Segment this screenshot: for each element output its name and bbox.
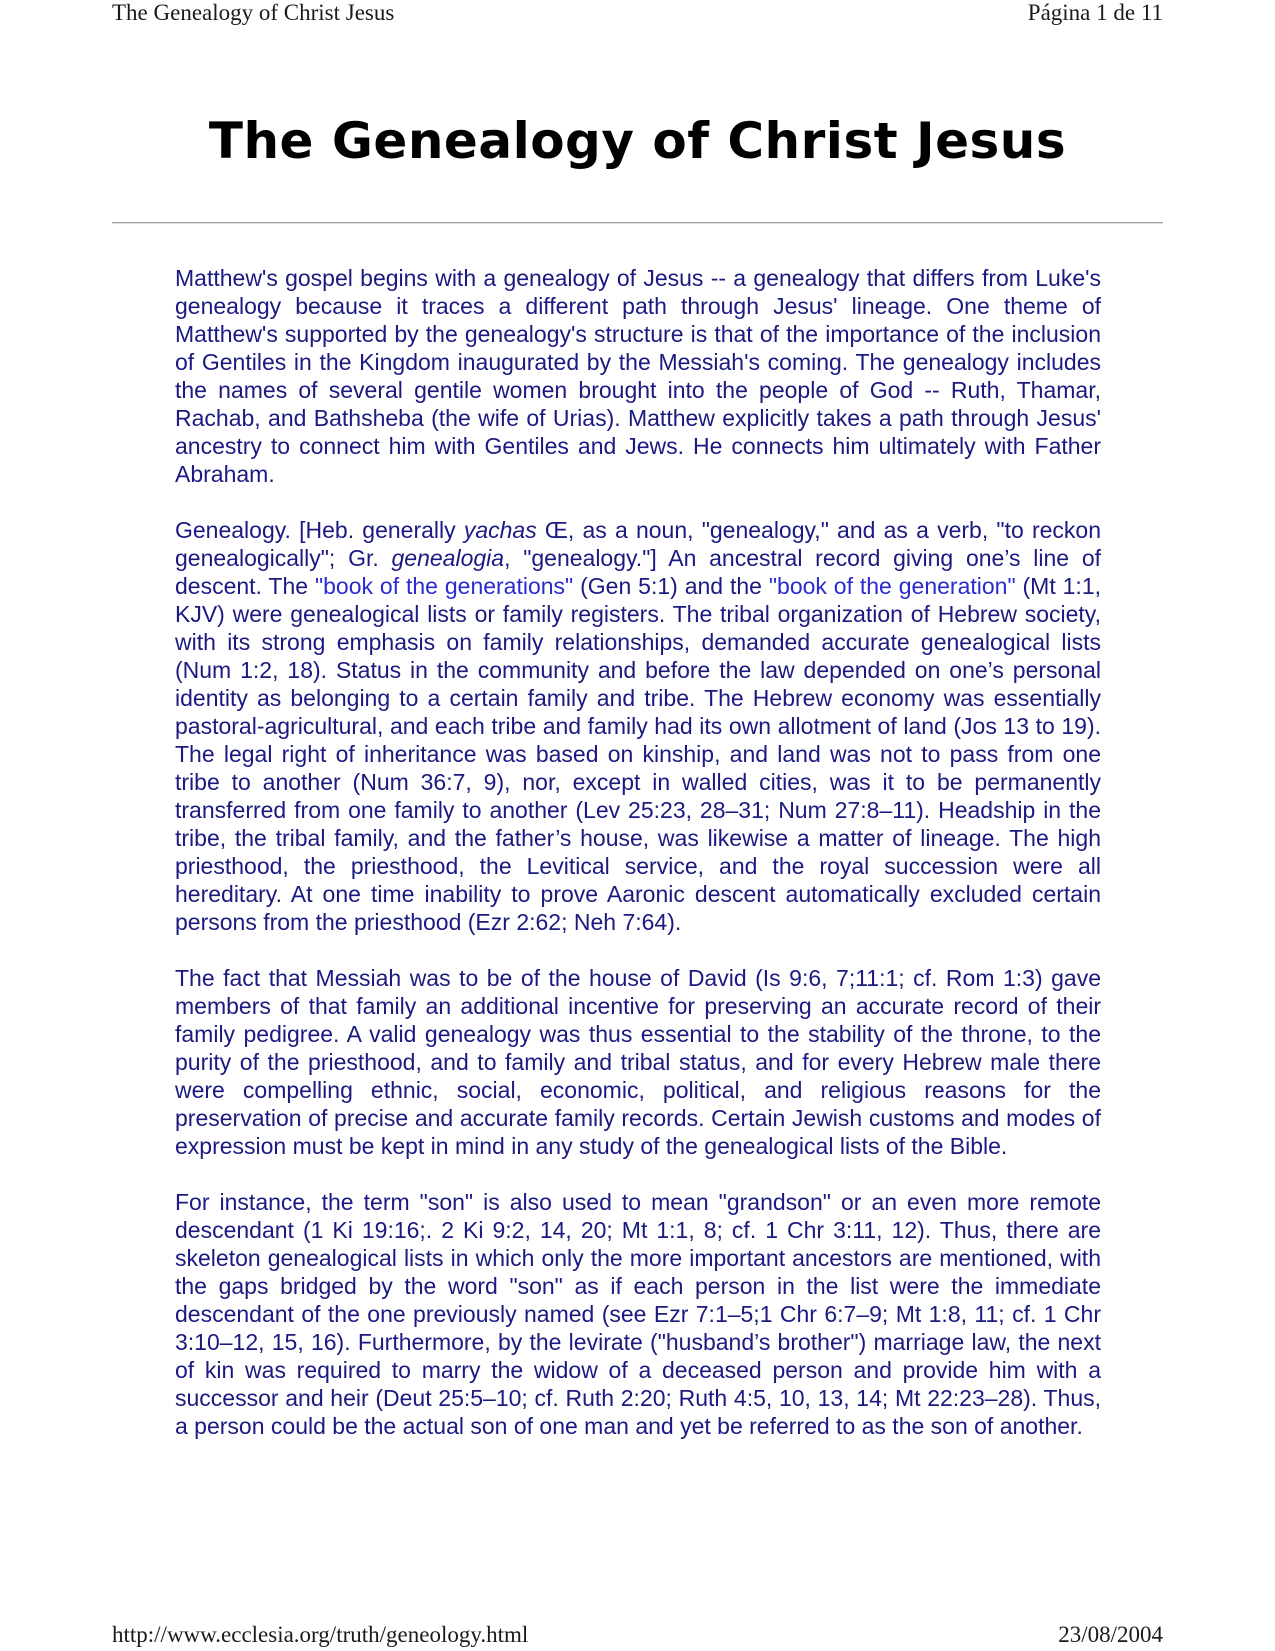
- link-book-of-the-generation[interactable]: "book of the generation": [768, 573, 1016, 599]
- header-page-number: Página 1 de 11: [1027, 0, 1163, 25]
- footer-url: http://www.ecclesia.org/truth/geneology.html: [112, 1622, 529, 1647]
- text-segment: Genealogy. [Heb. generally: [175, 517, 464, 543]
- italic-term-yachas: yachas: [463, 517, 537, 543]
- paragraph-genealogy-definition: [175, 516, 1101, 936]
- footer-date: 23/08/2004: [1058, 1622, 1163, 1647]
- italic-term-genealogia: genealogia: [391, 545, 505, 571]
- article-body: [175, 264, 1101, 1468]
- page-footer: [112, 1622, 1163, 1648]
- text-segment: , "genealogy."] An ancestral record giving one’s line of descent. The: [175, 545, 1102, 599]
- text-segment: (Gen 5:1) and the: [573, 573, 769, 599]
- page-title: The Genealogy of Christ Jesus: [208, 112, 1067, 170]
- paragraph-intro: Matthew's gospel begins with a genealogy of Jesus -- a genealogy that differs from Luke's genealogy because it traces a different path through Jesus' lineage. One theme of Matthew's supported by the genealogy's structure is that of the importance of the inclusion of Gentiles in the Kingdom inaugurated by the Messiah's coming. The genealogy includes the names of several gentile women brought into the people of God -- Ruth, Thamar, Rachab, and Bathsheba (the wife of Urias). Matthew explicitly takes a path through Jesus' ancestry to connect him with Gentiles and Jews. He connects him ultimately with Father Abraham.: [175, 265, 1101, 487]
- text-segment: Œ, as a noun, "genealogy," and as a verb, "to reckon genealogically"; Gr.: [175, 517, 1101, 571]
- link-book-of-the-generations[interactable]: "book of the generations": [314, 573, 574, 599]
- header-document-title: The Genealogy of Christ Jesus: [112, 0, 395, 25]
- page-header: [112, 0, 1163, 26]
- paragraph-messiah-house-of-david: The fact that Messiah was to be of the house of David (Is 9:6, 7;11:1; cf. Rom 1:3) gave members of that family an additional incentive for preserving an accurate record of their family pedigree. A valid genealogy was thus essential to the stability of the throne, to the purity of the priesthood, and to family and tribal status, and for every Hebrew male there were compelling ethnic, social, economic, political, and religious reasons for the preservation of precise and accurate family records. Certain Jewish customs and modes of expression must be kept in mind in any study of the genealogical lists of the Bible.: [175, 965, 1101, 1159]
- title-divider: [112, 222, 1163, 224]
- paragraph-son-usage: For instance, the term "son" is also used to mean "grandson" or an even more remote descendant (1 Ki 19:16;. 2 Ki 9:2, 14, 20; Mt 1:1, 8; cf. 1 Chr 3:11, 12). Thus, there are skeleton genealogical lists in which only the more important ancestors are mentioned, with the gaps bridged by the word "son" as if each person in the list were the immediate descendant of the one previously named (see Ezr 7:1–5;1 Chr 6:7–9; Mt 1:8, 11; cf. 1 Chr 3:10–12, 15, 16). Furthermore, by the levirate ("husband’s brother") marriage law, the next of kin was required to marry the widow of a deceased person and provide him with a successor and heir (Deut 25:5–10; cf. Ruth 2:20; Ruth 4:5, 10, 13, 14; Mt 22:23–28). Thus, a person could be the actual son of one man and yet be referred to as the son of another.: [175, 1189, 1101, 1439]
- text-segment: (Mt 1:1, KJV) were genealogical lists or family registers. The tribal organization of Hebrew society, with its strong emphasis on family relationships, demanded accurate genealogical lists (Num 1:2, 18). Status in the community and before the law depended on one’s personal identity as belonging to a certain family and tribe. The Hebrew economy was essentially pastoral-agricultural, and each tribe and family had its own allotment of land (Jos 13 to 19). The legal right of inheritance was based on kinship, and land was not to pass from one tribe to another (Num 36:7, 9), nor, except in walled cities, was it to be permanently transferred from one family to another (Lev 25:23, 28–31; Num 27:8–11). Headship in the tribe, the tribal family, and the father’s house, was likewise a matter of lineage. The high priesthood, the priesthood, the Levitical service, and the royal succession were all hereditary. At one time inability to prove Aaronic descent automatically excluded certain persons from the priesthood (Ezr 2:62; Neh 7:64).: [175, 573, 1101, 935]
